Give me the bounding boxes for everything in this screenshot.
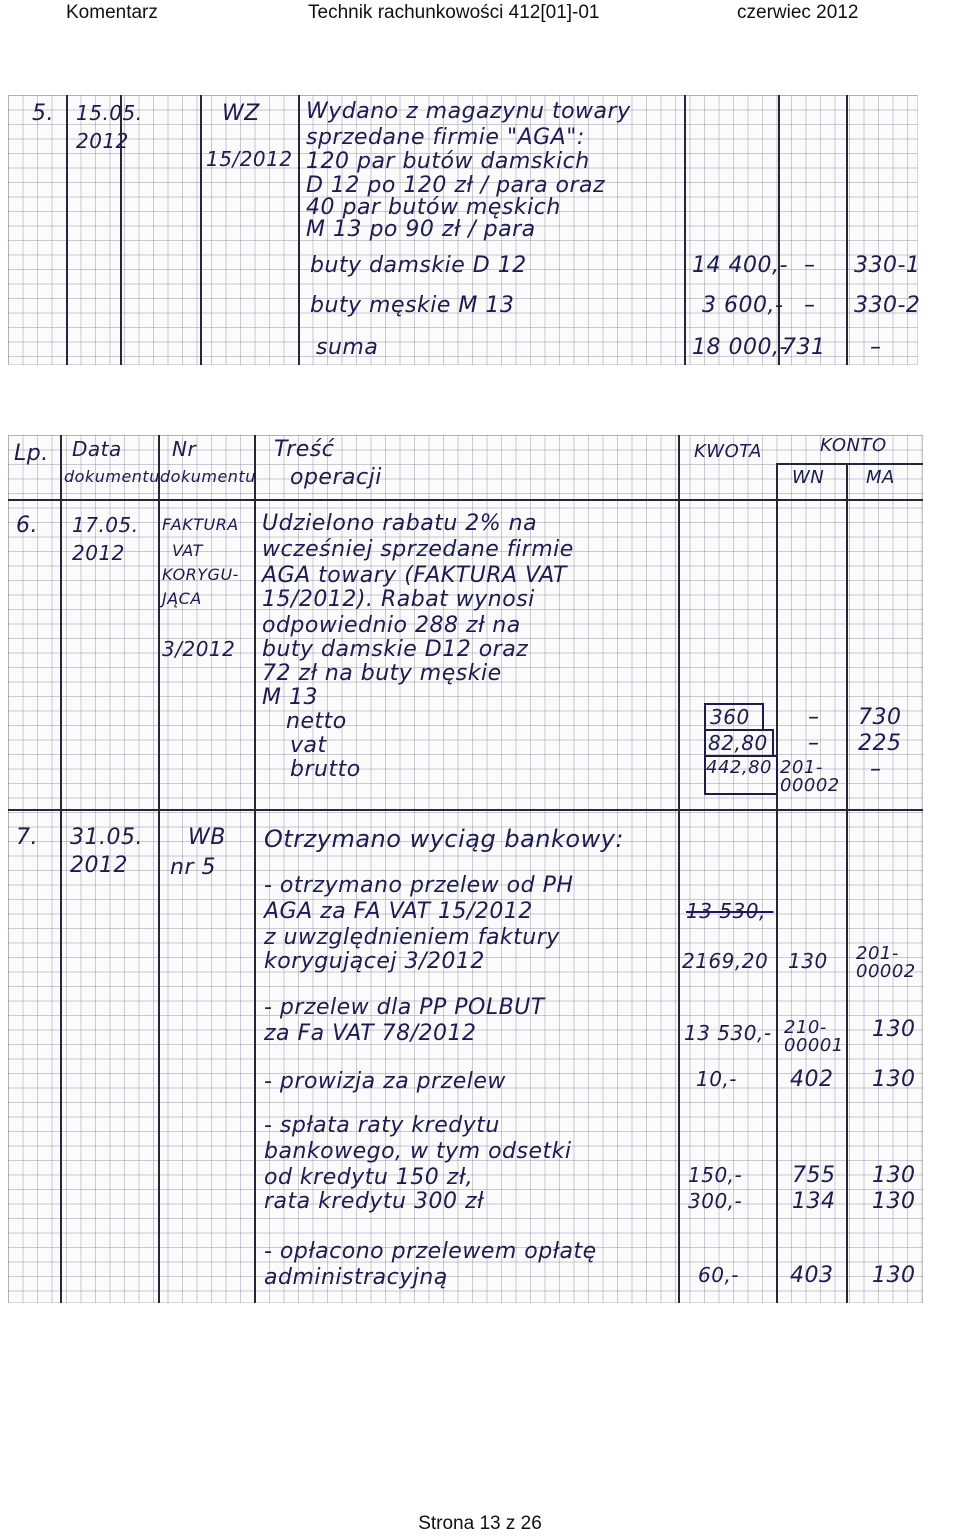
- entry6-doc-number: 3/2012: [162, 637, 236, 661]
- entry-text-line: M 13 po 90 zł / para: [306, 217, 536, 242]
- entry7-date: 31.05.: [70, 825, 143, 850]
- header-date-sub: dokumentu: [64, 467, 160, 486]
- entry7-wn: 134: [792, 1189, 836, 1214]
- column-divider: [776, 463, 778, 1303]
- column-divider: [158, 435, 160, 1303]
- entry6-text-line: 72 zł na buty męskie: [262, 661, 502, 686]
- entry7-ma: 130: [872, 1067, 916, 1092]
- brutto-ma: –: [870, 757, 882, 782]
- posting-ma: –: [870, 335, 882, 360]
- entry-doc-type: WZ: [222, 101, 260, 126]
- entry6-text-line: M 13: [262, 685, 318, 710]
- footer-prefix: Strona: [418, 1513, 475, 1534]
- entry6-text-line: buty damskie D12 oraz: [262, 637, 529, 662]
- entry7-wn: 403: [790, 1263, 834, 1288]
- entry7-amount-struck: 13 530,-: [686, 899, 774, 923]
- entry7-ma: 130: [872, 1163, 916, 1188]
- entry7-ma: 201-00002: [856, 943, 916, 982]
- posting-wn: –: [804, 293, 816, 318]
- entry7-line: rata kredytu 300 zł: [264, 1189, 484, 1214]
- entry7-line: - opłacono przelewem opłatę: [264, 1239, 597, 1264]
- entry6-doc-line: FAKTURA: [162, 515, 239, 534]
- entry6-text-line: Udzielono rabatu 2% na: [262, 511, 538, 536]
- page-footer: [0, 1513, 960, 1535]
- entry7-amount: 2169,20: [682, 949, 769, 973]
- vat-label: vat: [290, 733, 327, 758]
- netto-amount: 360: [710, 705, 750, 729]
- entry-date: 15.05.: [76, 101, 143, 125]
- header-rule: [8, 499, 923, 501]
- entry-text-line: D 12 po 120 zł / para oraz: [306, 173, 606, 198]
- header-doc-sub: dokumentu: [160, 467, 256, 486]
- entry6-doc-line: VAT: [172, 541, 203, 560]
- page-header: [0, 0, 960, 26]
- netto-ma: 730: [858, 705, 902, 730]
- entry7-line: administracyjną: [264, 1265, 448, 1290]
- entry-text-line: 40 par butów męskich: [306, 195, 561, 220]
- entry7-ma: 130: [872, 1017, 916, 1042]
- posting-wn: –: [804, 253, 816, 278]
- vat-ma: 225: [858, 731, 902, 756]
- header-left: Komentarz: [66, 2, 158, 23]
- column-divider: [200, 95, 202, 365]
- netto-label: netto: [286, 709, 347, 734]
- journal-sheet-bottom: [8, 435, 923, 1303]
- brutto-amount: 442,80: [706, 757, 772, 778]
- konto-rule: [776, 463, 923, 465]
- entry7-line: bankowego, w tym odsetki: [264, 1139, 572, 1164]
- header-amount: KWOTA: [694, 441, 762, 462]
- entry6-text-line: 15/2012). Rabat wynosi: [262, 587, 535, 612]
- entry-doc-number: 15/2012: [206, 147, 293, 171]
- entry-year: 2012: [76, 129, 129, 153]
- column-divider: [678, 435, 680, 1303]
- entry6-date: 17.05.: [72, 513, 139, 537]
- entry6-number: 6.: [16, 513, 38, 538]
- posting-ma: 330-1: [854, 253, 921, 278]
- entry6-text-line: AGA towary (FAKTURA VAT: [262, 563, 567, 588]
- entry7-year: 2012: [70, 853, 128, 878]
- entry7-line: - prowizja za przelew: [264, 1069, 506, 1094]
- footer-page: 13: [479, 1513, 501, 1534]
- entry7-line: od kredytu 150 zł,: [264, 1165, 474, 1190]
- entry7-line: korygującej 3/2012: [264, 949, 485, 974]
- entry-text-line: Wydano z magazynu towary: [306, 99, 631, 124]
- brutto-wn: 201-00002: [780, 757, 840, 796]
- posting-amount: 14 400,-: [692, 253, 788, 278]
- entry7-doc-type: WB: [188, 825, 226, 850]
- entry-text-line: 120 par butów damskich: [306, 149, 590, 174]
- column-divider: [60, 435, 62, 1303]
- entry7-line: z uwzględnieniem faktury: [264, 925, 560, 950]
- entry7-ma: 130: [872, 1263, 916, 1288]
- entry7-line: za Fa VAT 78/2012: [264, 1021, 477, 1046]
- brutto-label: brutto: [290, 757, 361, 782]
- column-divider: [846, 95, 848, 365]
- entry6-text-line: wcześniej sprzedane firmie: [262, 537, 574, 562]
- header-doc: Nr: [172, 437, 197, 461]
- vat-amount: 82,80: [708, 731, 768, 755]
- entry7-amount: 150,-: [688, 1163, 743, 1187]
- header-wn: WN: [792, 467, 825, 488]
- entry7-line: - przelew dla PP POLBUT: [264, 995, 545, 1020]
- entry7-amount: 13 530,-: [684, 1021, 772, 1045]
- column-divider: [778, 95, 780, 365]
- netto-wn: –: [808, 705, 820, 730]
- entry7-line: AGA za FA VAT 15/2012: [264, 899, 533, 924]
- posting-wn: 731: [782, 335, 826, 360]
- posting-amount: 3 600,-: [702, 293, 784, 318]
- entry7-wn: 755: [792, 1163, 836, 1188]
- entry6-doc-line: KORYGU-: [162, 565, 239, 584]
- entry6-doc-line: JĄCA: [162, 589, 202, 608]
- posting-ma: 330-2: [854, 293, 921, 318]
- entry7-line: - spłata raty kredytu: [264, 1113, 500, 1138]
- entry7-line: - otrzymano przelew od PH: [264, 873, 574, 898]
- posting-text: buty damskie D 12: [310, 253, 527, 278]
- header-text: Treść: [274, 437, 335, 462]
- column-divider: [298, 95, 300, 365]
- entry-number: 5.: [32, 101, 54, 126]
- header-ma: MA: [866, 467, 895, 488]
- header-text-sub: operacji: [290, 465, 382, 490]
- entry7-number: 7.: [16, 825, 38, 850]
- header-center: Technik rachunkowości 412[01]-01: [308, 2, 600, 23]
- header-lp: Lp.: [14, 441, 49, 466]
- entry-text-line: sprzedane firmie "AGA":: [306, 125, 585, 150]
- column-divider: [254, 435, 256, 1303]
- entry7-ma: 130: [872, 1189, 916, 1214]
- column-divider: [66, 95, 68, 365]
- header-right: czerwiec 2012: [737, 2, 859, 23]
- footer-total: 26: [520, 1513, 542, 1534]
- journal-sheet-top: [8, 95, 921, 365]
- entry7-title: Otrzymano wyciąg bankowy:: [264, 825, 624, 853]
- entry6-text-line: odpowiednio 288 zł na: [262, 613, 521, 638]
- entry6-year: 2012: [72, 541, 125, 565]
- entry7-wn: 130: [788, 949, 828, 973]
- entry7-doc-number: nr 5: [170, 855, 216, 880]
- entry7-amount: 300,-: [688, 1189, 743, 1213]
- entry7-wn: 210-00001: [784, 1017, 844, 1056]
- footer-sep: z: [505, 1513, 516, 1534]
- entry-rule: [8, 809, 923, 811]
- vat-wn: –: [808, 731, 820, 756]
- entry7-amount: 60,-: [698, 1263, 740, 1287]
- entry7-wn: 402: [790, 1067, 834, 1092]
- posting-text: buty męskie M 13: [310, 293, 515, 318]
- posting-text: suma: [316, 335, 379, 360]
- header-date: Data: [72, 437, 122, 461]
- entry7-amount: 10,-: [696, 1067, 738, 1091]
- column-divider: [684, 95, 686, 365]
- column-divider: [846, 463, 848, 1303]
- posting-amount: 18 000,-: [692, 335, 788, 360]
- header-konto: KONTO: [820, 435, 887, 456]
